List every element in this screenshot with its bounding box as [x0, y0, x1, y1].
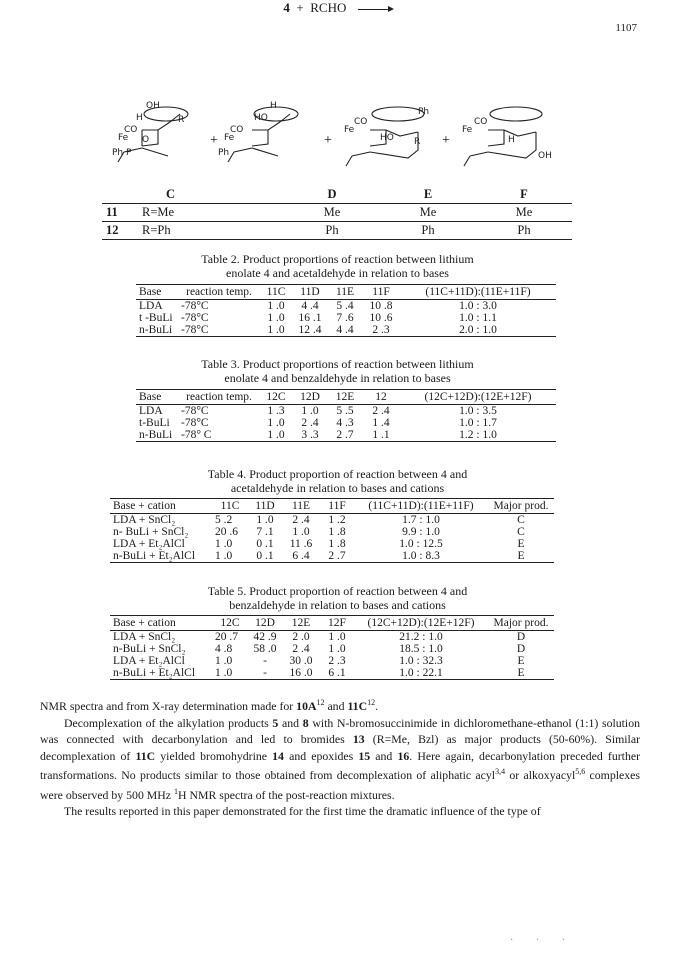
column-header: Base [136, 390, 178, 405]
table-cell: 2 .4 [301, 417, 319, 429]
reaction-arrow-icon [358, 9, 392, 10]
table-cell: - [248, 667, 282, 680]
table-cell: 42 .9 [253, 631, 277, 643]
table-cell: 20 .7 [215, 631, 238, 643]
reagent-rcho: RCHO [310, 0, 347, 15]
table-cell: 3 .3 [292, 429, 328, 442]
table3 [136, 389, 556, 442]
table-cell: 1.0 : 8.3 [354, 550, 488, 563]
paragraph: Decomplexation of the alkylation products 5 and 8 with N-bromosuccinimide in dichloromethane-ethanol (1:1) solution was connected with decarbonylation and led to bromides 13 (R=Me, Bzl) as major products (50-60%). Similar decomplexation of 11C yielded bromohydrine 14 and epoxides 15 and 16. Here again, decarbonylation preceded further transformations. No products similar to those obtained from decomplexation of aliphatic acyl$^{3,4}$ or alkoxyacyl$^{5,6}$ complexes were observed by 500 MHz $^1$H NMR spectra of the post-reaction mixtures. [40, 715, 641, 802]
atom-label: OH [538, 151, 552, 161]
column-header: Major prod. [488, 616, 554, 631]
table-cell: 16 .1 [298, 312, 322, 324]
atom-label: OH [146, 101, 160, 111]
table-cell: 1 .0 [260, 324, 292, 337]
table3-caption: Table 3. Product proportions of reaction between lithium enolate 4 and benzaldehyde in relation to bases [201, 357, 474, 385]
table-cell: LDA + SnCl₂ [113, 631, 176, 643]
table-row [136, 429, 556, 442]
table-cell: 21.2 : 1.0 [399, 631, 443, 643]
atom-label: HO [254, 113, 268, 123]
atom-label: H [270, 101, 277, 111]
table-cell: E [488, 550, 554, 563]
atom-label: R [414, 137, 421, 147]
table-cell: -78°C [181, 405, 209, 417]
column-header: 11C [260, 285, 292, 300]
table-cell: 10 .8 [369, 300, 393, 312]
table-cell: 1 .0 [267, 300, 285, 312]
table-cell: D [516, 643, 526, 655]
table-cell: -78°C [178, 324, 260, 337]
table-cell: 1.0 : 32.3 [399, 655, 443, 667]
table-cell: E [488, 667, 554, 680]
column-header: Base + cation [110, 499, 212, 514]
atom-label: HO [380, 133, 394, 143]
paragraph: NMR spectra and from X-ray determination made for $10A^{12}$ and $11C^{12}$. [40, 698, 379, 713]
column-header: 11E [282, 499, 320, 514]
column-header: 12E [282, 616, 320, 631]
column-header: reaction temp. [178, 390, 260, 405]
atom-label: Fe [344, 125, 355, 135]
table-cell: 1 .4 [372, 417, 390, 429]
table-cell: 7 .6 [336, 312, 354, 324]
plus-sign: + [442, 133, 450, 148]
table-cell: 4 .3 [336, 417, 354, 429]
compound-table: C D E F 11 R=Me Me Me Me 12 R=Ph Ph Ph Ph [102, 186, 572, 240]
table-cell: 5 .2 [215, 514, 233, 526]
table-cell: 1 .0 [260, 429, 292, 442]
column-header: 12F [320, 616, 354, 631]
table-cell: 1.7 : 1.0 [402, 514, 440, 526]
column-header: (11C+11D):(11E+11F) [354, 499, 488, 514]
table-cell: C [517, 526, 525, 538]
table-cell: 1 .0 [212, 550, 248, 563]
table-cell: 9.9 : 1.0 [402, 526, 440, 538]
table-cell: - [263, 655, 267, 667]
table-cell: 6 .4 [282, 550, 320, 563]
column-header: 11C [212, 499, 248, 514]
table-cell: 0 .1 [248, 550, 282, 563]
atom-label: R [178, 115, 185, 125]
atom-label: O [142, 135, 150, 145]
table-cell: 1 .1 [362, 429, 400, 442]
column-header: 11F [320, 499, 354, 514]
table-cell: 1 .0 [267, 417, 285, 429]
table-cell: E [517, 655, 525, 667]
table-header-row [136, 285, 556, 300]
table-row: 11 R=Me Me Me Me [102, 204, 572, 222]
table-cell: 1 .0 [328, 631, 346, 643]
column-header: (12C+12D):(12E+12F) [354, 616, 488, 631]
table-row [136, 312, 556, 324]
table-cell: 0 .1 [256, 538, 274, 550]
table-cell: 2 .4 [292, 514, 310, 526]
body-text [40, 695, 640, 820]
table-cell: 1 .2 [328, 514, 346, 526]
table-cell: 18.5 : 1.0 [399, 643, 443, 655]
table-cell: n-BuLi [136, 429, 178, 442]
table-cell: 1.0 : 12.5 [399, 538, 443, 550]
page-number: 1107 [615, 22, 637, 34]
column-header: 11E [328, 285, 362, 300]
table-cell: 1.0 : 3.5 [459, 405, 497, 417]
table5-caption: Table 5. Product proportion of reaction between 4 and benzaldehyde in relation to bases and cations [207, 584, 468, 612]
table-cell: 7 .1 [256, 526, 274, 538]
table2-caption: Table 2. Product proportions of reaction between lithium enolate 4 and acetaldehyde in relation to bases [201, 252, 474, 280]
table-cell: 1.0 : 1.7 [459, 417, 497, 429]
table-row [110, 631, 554, 644]
table-cell: 6 .1 [320, 667, 354, 680]
table-cell: 4 .4 [328, 324, 362, 337]
table-cell: 2.0 : 1.0 [400, 324, 556, 337]
table-row [136, 417, 556, 429]
table-row [110, 526, 554, 538]
table-cell: LDA + Et₂AlCl [113, 655, 185, 667]
table-row [110, 643, 554, 655]
table-cell: LDA [139, 300, 163, 312]
table-cell: LDA [139, 405, 163, 417]
table-cell: E [517, 538, 525, 550]
column-header: 12D [248, 616, 282, 631]
table-cell: -78° C [178, 429, 260, 442]
cp-ring-e [372, 107, 424, 121]
table-cell: 2 .7 [328, 429, 362, 442]
table-cell: D [516, 631, 526, 643]
table-cell: 10 .6 [369, 312, 393, 324]
compound-4: 4 [283, 0, 290, 15]
atom-label: H [508, 135, 515, 145]
table-cell: 1 .0 [256, 514, 274, 526]
table-row [110, 550, 554, 563]
plus-sign: + [210, 133, 218, 148]
table-cell: 2 .4 [372, 405, 390, 417]
table-cell: 5 .4 [336, 300, 354, 312]
column-header: 12C [212, 616, 248, 631]
table-row: 12 R=Ph Ph Ph Ph [102, 222, 572, 240]
table-cell: 2 .0 [292, 631, 310, 643]
atom-label: Ph [218, 148, 230, 158]
table-cell: n- BuLi + SnCl₂ [113, 526, 189, 538]
table-cell: t -BuLi [139, 312, 173, 324]
table-cell: 16 .0 [282, 667, 320, 680]
table-row [110, 667, 554, 680]
table-cell: 2 .4 [292, 643, 310, 655]
column-header: (11C+11D):(11E+11F) [400, 285, 556, 300]
table-cell: -78°C [181, 300, 209, 312]
atom-label: Ph [112, 148, 124, 158]
atom-label: CO [354, 117, 368, 127]
table-row [136, 405, 556, 418]
column-header: 11D [292, 285, 328, 300]
table-cell: 1 .8 [328, 538, 346, 550]
table-cell: 5 .5 [336, 405, 354, 417]
table-cell: 1 .0 [215, 655, 233, 667]
table-cell: 1 .0 [292, 526, 310, 538]
table-cell: 58 .0 [253, 643, 277, 655]
table-cell: 11 .6 [289, 538, 313, 550]
atom-label: CO [124, 125, 138, 135]
column-header: 12D [292, 390, 328, 405]
table-cell: n-BuLi + Et₂AlCl [110, 550, 212, 563]
table5 [110, 615, 554, 680]
table-cell: 2 .3 [328, 655, 346, 667]
table-cell: t-BuLi [139, 417, 170, 429]
plus-sign: + [324, 133, 332, 148]
table-cell: 2 .7 [320, 550, 354, 563]
column-header: 11D [248, 499, 282, 514]
column-header: reaction temp. [178, 285, 260, 300]
table-cell: 1.0 : 3.0 [459, 300, 497, 312]
table-cell: 1 .0 [212, 667, 248, 680]
column-header: 12E [328, 390, 362, 405]
table-cell: LDA + SnCl₂ [113, 514, 176, 526]
atom-label: Fe [118, 133, 129, 143]
table-cell: C [517, 514, 525, 526]
table4-caption: Table 4. Product proportion of reaction between 4 and acetaldehyde in relation to bases and cations [207, 467, 468, 495]
table-cell: LDA + Et₂AlCl [113, 538, 185, 550]
table-cell: 1 .0 [301, 405, 319, 417]
table-cell: 1 .3 [267, 405, 285, 417]
atom-label: CO [474, 117, 488, 127]
table-row [110, 538, 554, 550]
table-cell: 1.0 : 1.1 [459, 312, 497, 324]
table-header-row [136, 390, 556, 405]
table-header-row [110, 616, 554, 631]
plus-sign: + [296, 0, 304, 15]
table-cell: n-BuLi + SnCl₂ [113, 643, 186, 655]
table4 [110, 498, 554, 563]
table-cell: 20 .6 [215, 526, 238, 538]
table-cell: 4 .8 [215, 643, 233, 655]
column-header: Major prod. [488, 499, 554, 514]
table-cell: 1 .0 [267, 312, 285, 324]
paragraph: The results reported in this paper demonstrated for the first time the dramatic influence of the type of [64, 804, 541, 819]
table-cell: n-BuLi + Et₂AlCl [110, 667, 212, 680]
table-cell: -78°C [181, 417, 209, 429]
stereoisomer-structures [112, 100, 578, 182]
column-header: 12C [260, 390, 292, 405]
atom-label: P [126, 148, 132, 158]
table-cell: -78°C [181, 312, 209, 324]
table2 [136, 284, 556, 337]
atom-label: Fe [462, 125, 473, 135]
column-header: Base + cation [110, 616, 212, 631]
column-header: 12 [362, 390, 400, 405]
table-cell: 1 .0 [215, 538, 233, 550]
table-cell: 30 .0 [289, 655, 313, 667]
atom-label: Fe [224, 133, 235, 143]
column-header: (12C+12D):(12E+12F) [400, 390, 556, 405]
table-row [136, 324, 556, 337]
table-cell: 12 .4 [292, 324, 328, 337]
column-header: 11F [362, 285, 400, 300]
table-cell: 1 .8 [328, 526, 346, 538]
cp-ring-f [490, 107, 542, 121]
atom-label: Ph [418, 107, 430, 117]
footer-marks: · · · [510, 935, 575, 946]
table-cell: 1.2 : 1.0 [400, 429, 556, 442]
reaction-equation [0, 0, 675, 16]
table-row [110, 655, 554, 667]
table-row [136, 300, 556, 313]
table-cell: 2 .3 [362, 324, 400, 337]
table-cell: 1.0 : 22.1 [354, 667, 488, 680]
table-cell: n-BuLi [136, 324, 178, 337]
atom-label: CO [230, 125, 244, 135]
table-cell: 1 .0 [328, 643, 346, 655]
table-row [110, 514, 554, 527]
column-header: Base [136, 285, 178, 300]
atom-label: H [136, 113, 143, 123]
table-cell: 4 .4 [301, 300, 319, 312]
table-header-row [110, 499, 554, 514]
